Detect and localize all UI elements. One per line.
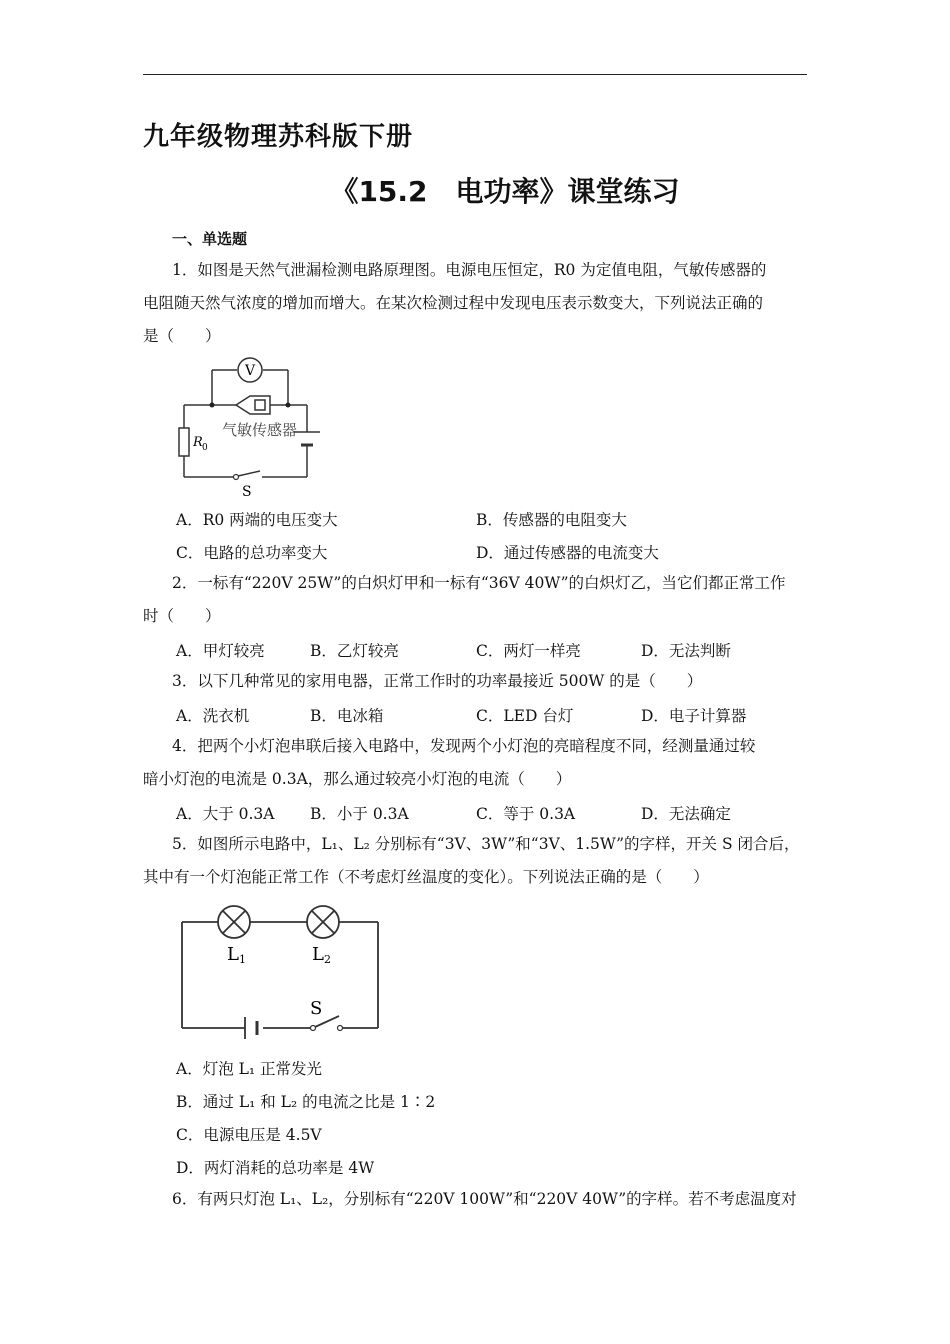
q1-option-a[interactable]: A．R0 两端的电压变大: [176, 511, 338, 529]
question-2-stem: [143, 567, 807, 633]
q5-option-c[interactable]: C．电源电压是 4.5V: [176, 1126, 322, 1144]
q5-line-1: 5．如图所示电路中，L₁、L₂ 分别标有“3V、3W”和“3V、1.5W”的字样，开关 S 闭合后，: [172, 835, 800, 853]
q4-option-b[interactable]: B．小于 0.3A: [310, 805, 409, 823]
q6-line-1: 6．有两只灯泡 L₁、L₂，分别标有“220V 100W”和“220V 40W”的字样。若不考虑温度对: [172, 1190, 797, 1208]
q4-option-d[interactable]: D．无法确定: [641, 805, 731, 823]
resistor-subscript: 0: [202, 443, 208, 453]
q5-option-b[interactable]: B．通过 L₁ 和 L₂ 的电流之比是 1∶2: [176, 1093, 436, 1111]
question-5-stem: [143, 828, 807, 894]
voltmeter-label: V: [244, 363, 256, 379]
question-4-stem: [143, 730, 807, 796]
q3-option-a[interactable]: A．洗衣机: [176, 707, 250, 725]
q2-option-b[interactable]: B．乙灯较亮: [310, 642, 399, 660]
q1-line-2: 电阻随天然气浓度的增加而增大。在某次检测过程中发现电压表示数变大，下列说法正确的: [143, 294, 764, 312]
q5-option-d[interactable]: D．两灯消耗的总功率是 4W: [176, 1159, 375, 1177]
lamp-2-subscript: 2: [324, 953, 331, 966]
lesson-title: 《15.2 电功率》课堂练习: [330, 175, 680, 208]
gas-sensor-circuit-figure: [170, 350, 340, 500]
q1-line-1: 1．如图是天然气泄漏检测电路原理图。电源电压恒定，R0 为定值电阻，气敏传感器的: [172, 261, 767, 279]
q3-option-d[interactable]: D．电子计算器: [641, 707, 747, 725]
q2-line-2: 时（ ）: [143, 607, 221, 625]
q1-option-c[interactable]: C．电路的总功率变大: [176, 544, 328, 562]
lamp-1-label: L: [227, 944, 239, 965]
q1-option-b[interactable]: B．传感器的电阻变大: [476, 511, 627, 529]
q4-option-c[interactable]: C．等于 0.3A: [476, 805, 576, 823]
q2-option-d[interactable]: D．无法判断: [641, 642, 731, 660]
q1-option-d[interactable]: D．通过传感器的电流变大: [476, 544, 659, 562]
document-title: 九年级物理苏科版下册: [143, 122, 414, 152]
resistor-label: R: [193, 435, 203, 450]
q5-line-2: 其中有一个灯泡能正常工作（不考虑灯丝温度的变化）。下列说法正确的是（ ）: [143, 868, 709, 886]
lamp-2-label: L: [312, 944, 324, 965]
section-heading: 一、单选题: [172, 230, 248, 248]
question-6-stem: [143, 1183, 807, 1216]
lamp-1-subscript: 1: [239, 953, 246, 966]
q2-line-1: 2．一标有“220V 25W”的白炽灯甲和一标有“36V 40W”的白炽灯乙，当它们都正常工作: [172, 574, 786, 592]
q4-line-2: 暗小灯泡的电流是 0.3A，那么通过较亮小灯泡的电流（ ）: [143, 770, 572, 788]
q5-option-a[interactable]: A．灯泡 L₁ 正常发光: [176, 1060, 323, 1078]
q3-line-1: 3．以下几种常见的家用电器，正常工作时的功率最接近 500W 的是（ ）: [172, 672, 703, 690]
two-lamp-circuit-figure: [175, 900, 390, 1045]
q4-option-a[interactable]: A．大于 0.3A: [176, 805, 275, 823]
question-3-stem: [143, 665, 807, 698]
q2-option-c[interactable]: C．两灯一样亮: [476, 642, 581, 660]
question-1-stem: [143, 254, 807, 353]
q3-option-c[interactable]: C．LED 台灯: [476, 707, 574, 725]
sensor-label: 气敏传感器: [222, 421, 298, 439]
header-rule: [143, 74, 807, 75]
q4-line-1: 4．把两个小灯泡串联后接入电路中，发现两个小灯泡的亮暗程度不同，经测量通过较: [172, 737, 756, 755]
switch-label: S: [242, 484, 252, 500]
q3-option-b[interactable]: B．电冰箱: [310, 707, 384, 725]
q1-line-3: 是（ ）: [143, 327, 221, 345]
switch-s-label: S: [310, 998, 323, 1019]
q2-option-a[interactable]: A．甲灯较亮: [176, 642, 265, 660]
